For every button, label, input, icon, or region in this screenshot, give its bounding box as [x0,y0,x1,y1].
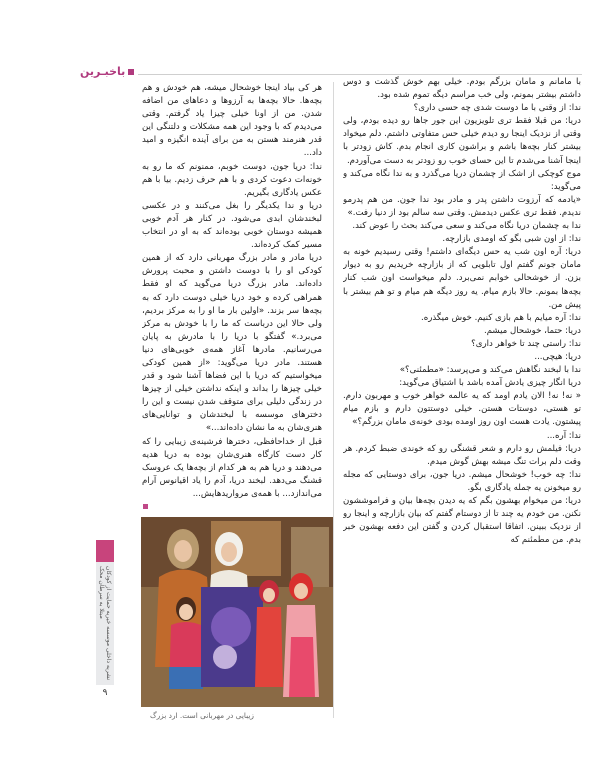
paragraph: دریا و ندا یکدیگر را بغل می‌کنند و در عکسی لبخندشان ابدی می‌شود. در کنار هر آدم خوبی همیشه دوستان خوبی بوده‌اند که به او در انتخاب مسیر کمک کرده‌اند. [142,200,322,251]
paragraph: دریا مادر و مادر بزرگ مهربانی دارد که از همین کودکی او را با دوست داشتن و محبت پرورش داده‌اند. مادر بزرگ دریا می‌گوید که او فقط همراهی کرده و خود دریا خیلی دوست دارد که به بچه‌ها سر بزند. «اولین بار ما او را به مرکز بردیم، ولی حالا این درباست که ما را با خودش به مرکز می‌برد.» گفتگو با دریا را با مادرش به پایان می‌رسانیم. مادرها آغاز همه‌ی خوبی‌های دنیا هستند. مادر دریا می‌گوید: «از همین کودکی میخواستیم که دریا با این فضاها آشنا شود و قدر خیلی چیزها را بداند و اینکه نداشتن خیلی از چیزها در زندگی دلیلی برای متوقف شدن نیست و این را دخترهای موسسه با لبخندشان و توانایی‌های هنری‌شان به ما نشان داده‌اند...» [142,253,322,434]
paragraph: دریا: من میخوام بهشون بگم که یه دیدن بچه‌ها بیان و فراموششون نکنن. من خودم یه چند تا از دوستام گفتم که بیان بازارچه و اینجا رو از نزدیک ببینن. اتفاقا استقبال کردن و گفتن این دفعه بهشون خبر بدم. من مطمئنم که [343,496,581,546]
paragraph: ندا: دریا جون، دوست خوبم، ممنونم که ما رو به خونه‌ات دعوت کردی و با هم حرف زدیم. بیا با هم عکس یادگاری بگیریم. [142,161,322,198]
paragraph: هر کی بیاد اینجا خوشحال میشه، هم خودش و هم بچه‌ها. حالا بچه‌ها به آرزوها و دعاهای من اضافه شدن. من از اونا خیلی چیزا یاد گرفتم. وقتی می‌دیدم که با وجود این همه مشکلات و دلتنگی این قدر هنرمند هستن به من برای آینده انگیزه و امید داد... [142,83,322,159]
page-number: ۹ [102,688,108,698]
magazine-logo-icon [96,540,114,562]
paragraph: ندا: آره... [546,430,581,441]
paragraph: « نه! نه! الان یادم اومد که یه عالمه خواهر خوب و مهربون دارم. تو هستی، دوستات هستن. خیلی دوستتون دارم و بازم میام پیشتون. یادت هست اون روز اومده بودی خونه‌ی مامان بزرگم؟» [343,391,581,428]
paragraph: موج کوچکی از اشک از چشمان دریا می‌گذرد و به ندا نگاه می‌کند و می‌گوید: [343,168,581,192]
paragraph: ندا: از وقتی با ما دوست شدی چه حسی داری؟ [413,103,581,114]
group-photo [141,517,333,707]
paragraph: ندا: آره میایم با هم بازی کنیم. خوش میگذره. [421,312,581,323]
paragraph: ندا: راستی چند تا خواهر داری؟ [471,338,581,349]
paragraph: دریا: فیلمش رو دارم و شعر قشنگی رو که خوندی ضبط کردم. هر وقت دلم برات تنگ میشه بهش گوش میدم. [343,443,581,467]
paragraph: دریا: من قبلا فقط تری تلویزیون این جور جاها رو دیده بودم، ولی وقتی از نزدیک اینجا رو دیدم خیلی حس متفاوتی داشتم. دلم میخواد بیشتر کنار بچه‌ها باشم و براشون کاری انجام بدم. کاش زودتر با اینجا آشنا می‌شدم تا این حسای خوب رو زودتر به دست می‌آوردم. [343,116,581,166]
paragraph: «یادمه که آرزوت داشتن پدر و مادر بود ندا جون. من هم پدرمو ندیدم. فقط تری عکس دیدمش. وقتی سه سالم بود از دنیا رفت.» [343,194,581,218]
paragraph: ندا به چشمان دریا نگاه می‌کند و سعی می‌کند بحث را عوض کند. [352,221,581,232]
magazine-vertical-text: نشریه داخلی موسسه خیریه حمایت از کودکان مبتلا به سرطان محک [98,566,112,681]
paragraph: ندا: چه خوب! خوشحال میشم. دریا جون، برای دوستایی که مجله رو میخونن یه جمله یادگاری بگو. [343,469,581,493]
paragraph: دریا: آره اون شب یه حس دیگه‌ای داشتم! وقتی رسیدیم خونه به مامان جونم گفتم اول تابلویی که از بازارچه خریدیم رو به دیوار بزن. از خوشحالی خوابم نمی‌برد. دلم میخواست اون شب کنار بچه‌ها بمونم. حالا بازم میام. یه روز دیگه هم میام و تو هم بیشتر با پیش من. [343,247,581,310]
photo-illustration [141,517,333,707]
end-of-article-marker [143,504,148,509]
photo-caption: زیبایی در مهربانی است. ارد بزرگ [150,711,254,720]
paragraph: دریا: هیچی... [534,351,581,362]
paragraph: ندا: از اون شبی بگو که اومدی بازارچه. [442,234,581,245]
left-column [142,82,322,502]
section-marker-icon [128,69,134,75]
column-divider [333,82,334,718]
right-column [343,76,581,718]
section-title-text: باخبـرین [80,65,126,78]
header-rule [80,74,582,75]
section-title [80,65,138,78]
magazine-side-strip [96,540,114,685]
paragraph: با مامانم و مامان بزرگم بودم. خیلی بهم خوش گذشت و دوس داشتم بیشتر بمونم، ولی خب مراسم دیگه تموم شده بود. [343,77,581,101]
paragraph: قبل از خداحافظی، دخترها فرشینه‌ی زیبایی را که کار دست کارگاه هنری‌شان بوده به دریا هدیه می‌دهند و دریا هم به هر کدام از بچه‌ها یک عروسک قشنگ می‌دهد. لبخند دریا، آدم را یاد اقیانوس آرام می‌اندازد... با همه‌ی مرواریدهایش... [142,436,322,499]
paragraph: دریا انگار چیزی یادش آمده باشد با اشتیاق می‌گوید: [399,378,581,389]
paragraph: ندا با لبخند نگاهش می‌کند و می‌پرسد: «مطمئنی؟» [399,365,581,376]
paragraph: دریا: حتما، خوشحال میشم. [483,325,581,336]
